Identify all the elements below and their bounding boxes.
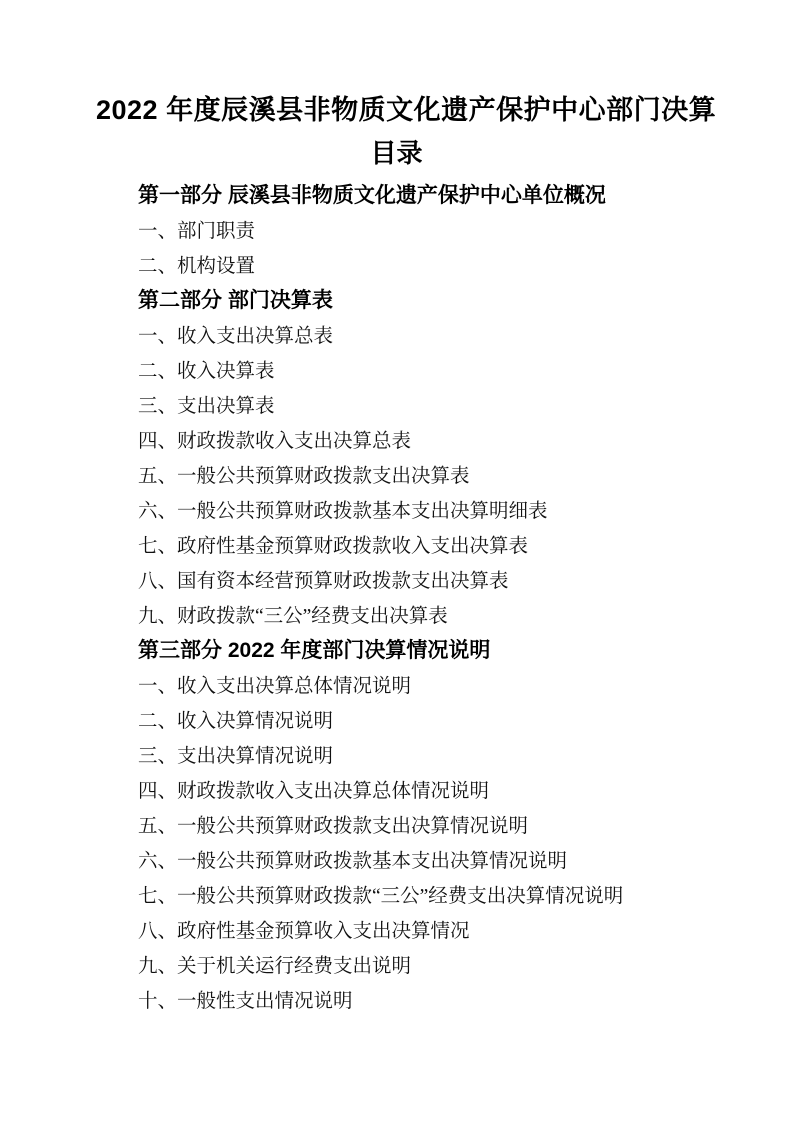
toc-item: 一、部门职责 xyxy=(138,220,256,242)
toc-item: 三、支出决算表 xyxy=(138,395,275,417)
toc-section-heading-3: 第三部分 2022 年度部门决算情况说明 xyxy=(138,638,491,662)
toc-section-heading-1: 第一部分 辰溪县非物质文化遗产保护中心单位概况 xyxy=(138,183,606,207)
toc-item: 二、机构设置 xyxy=(138,255,256,277)
toc-item: 二、收入决算表 xyxy=(138,360,275,382)
toc-item: 九、关于机关运行经费支出说明 xyxy=(138,955,412,977)
toc-item: 一、收入支出决算总体情况说明 xyxy=(138,675,412,697)
toc-item: 六、一般公共预算财政拨款基本支出决算明细表 xyxy=(138,500,548,522)
document-subtitle: 目录 xyxy=(370,138,423,168)
toc-item: 五、一般公共预算财政拨款支出决算情况说明 xyxy=(138,815,529,837)
toc-item: 五、一般公共预算财政拨款支出决算表 xyxy=(138,465,470,487)
toc-item: 四、财政拨款收入支出决算总体情况说明 xyxy=(138,780,490,802)
toc-item: 四、财政拨款收入支出决算总表 xyxy=(138,430,412,452)
toc-item: 一、收入支出决算总表 xyxy=(138,325,334,347)
toc-section-heading-2: 第二部分 部门决算表 xyxy=(138,288,333,312)
toc-item: 八、国有资本经营预算财政拨款支出决算表 xyxy=(138,570,509,592)
toc-item: 十、一般性支出情况说明 xyxy=(138,990,353,1012)
toc-item: 九、财政拨款“三公”经费支出决算表 xyxy=(138,605,448,627)
toc-item: 七、政府性基金预算财政拨款收入支出决算表 xyxy=(138,535,529,557)
toc-item: 六、一般公共预算财政拨款基本支出决算情况说明 xyxy=(138,850,568,872)
toc-item: 七、一般公共预算财政拨款“三公”经费支出决算情况说明 xyxy=(138,885,624,907)
document-title: 2022 年度辰溪县非物质文化遗产保护中心部门决算 xyxy=(96,95,717,125)
toc-item: 二、收入决算情况说明 xyxy=(138,710,334,732)
toc-item: 八、政府性基金预算收入支出决算情况 xyxy=(138,920,470,942)
table-of-contents xyxy=(138,176,697,1016)
toc-item: 三、支出决算情况说明 xyxy=(138,745,334,767)
